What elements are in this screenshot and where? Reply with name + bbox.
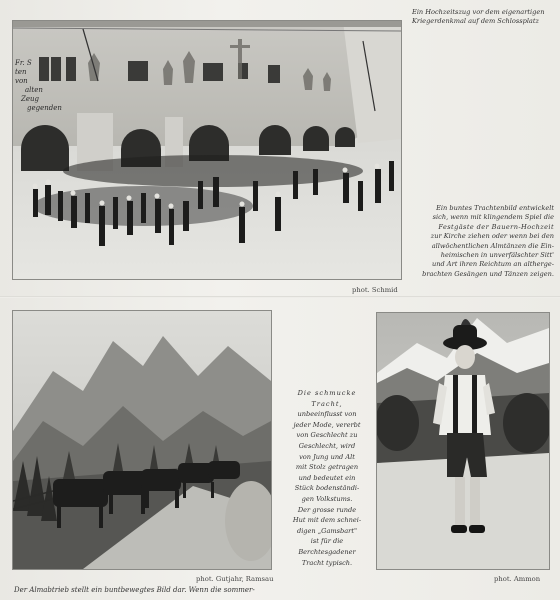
tracht-caption-line: Berchtesgadener [298, 547, 356, 556]
tracht-caption-line: Der grosse runde [297, 505, 357, 514]
sign-line-4: alten [25, 86, 43, 94]
tracht-caption-line: Tracht, [311, 399, 343, 408]
tracht-caption-line: und bedeutet ein [298, 473, 356, 482]
wedding-caption-line: Ein buntes Trachtenbild entwickelt [436, 204, 554, 212]
bottom-caption: Der Almabtrieb stellt ein buntbewegtes Bild dar. Wenn die sommer- [14, 586, 255, 594]
sign-line-2: ten [15, 68, 27, 76]
wedding-caption-line: und Art ihren Reichtum an altherge- [432, 260, 554, 269]
tracht-caption-line: ist für die [310, 537, 344, 546]
cattle-drive-photo [12, 310, 272, 570]
credit-ammon: phot. Ammon [494, 575, 541, 583]
wedding-procession-photo [12, 20, 402, 280]
credit-schmid: phot. Schmid [352, 286, 398, 294]
sign-line-3: von [15, 77, 28, 85]
tracht-caption-line: Hut mit dem schnei- [292, 516, 362, 525]
sign-line-5: Zeug [21, 95, 39, 103]
tracht-caption-line: gen Volkstums. [301, 494, 353, 503]
wedding-procession-image [13, 21, 401, 279]
tracht-boy-photo [376, 312, 550, 570]
wedding-caption-line: Festgäste der Bauern-Hochzeit [438, 222, 554, 231]
tracht-caption-line: Die schmucke [297, 389, 357, 397]
tracht-caption-line: digen „Gamsbart" [296, 526, 358, 535]
tracht-boy-image [377, 313, 549, 569]
tracht-caption-line: von Jung und Alt [299, 452, 355, 461]
sign-line-1: Fr. S [15, 59, 32, 67]
wedding-caption-line: brachten Gesängen und Tänzen zeigen. [422, 269, 554, 278]
tracht-caption-line: mit Stolz getragen [295, 463, 359, 472]
tracht-caption-line: von Geschlecht zu [296, 431, 358, 440]
tracht-caption-line: Geschlecht, wird [298, 441, 356, 450]
wedding-caption [408, 204, 554, 279]
tracht-caption-line: Stück bodenständi- [294, 484, 360, 493]
wedding-caption-line: allwöchentlichen Almtänzen die Ein- [431, 241, 554, 250]
tracht-caption-line: jeder Mode, vererbt [293, 420, 361, 429]
tracht-caption [282, 388, 372, 568]
tracht-caption-line: unbeeinflusst von [297, 410, 357, 419]
page-fold [0, 296, 560, 298]
wedding-caption-line: heimischen in unverfälschter Sitt' [440, 251, 554, 260]
sign-line-6: gegenden [27, 104, 62, 112]
tracht-caption-line: Tracht typisch. [301, 558, 353, 567]
credit-gutjahr: phot. Gutjahr, Ramsau [196, 575, 274, 583]
cattle-drive-image [13, 311, 271, 569]
top-right-caption: Ein Hochzeitszug vor dem eigenartigen Kriegerdenkmal auf dem Schlossplatz [412, 8, 545, 26]
wedding-caption-line: zur Kirche ziehen oder wenn bei den [430, 232, 554, 241]
wedding-caption-line: sich, wenn mit klingendem Spiel die [432, 213, 554, 222]
